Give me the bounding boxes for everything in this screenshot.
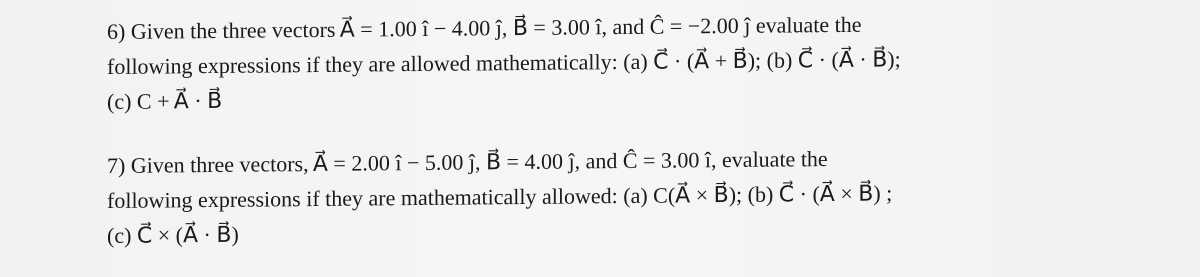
problem-7-line-2: following expressions if they are mathematically allowed: (a) C(A⃗ × B⃗); (b) C⃗ · (A⃗ × B⃗) ; — [107, 180, 893, 213]
problem-7-line-3: (c) C⃗ × (A⃗ · B⃗) — [107, 221, 239, 248]
problem-6-line-3: (c) C + A⃗ · B⃗ — [107, 87, 223, 114]
problem-6 — [107, 4, 1197, 119]
problem-7 — [107, 138, 1197, 253]
problem-7-line-1: 7) Given three vectors, A⃗ = 2.00 î − 5.00 ĵ, B⃗ = 4.00 ĵ, and Ĉ = 3.00 î, evaluate the — [107, 146, 828, 178]
problem-6-line-1: 6) Given the three vectors A⃗ = 1.00 î − 4.00 ĵ, B⃗ = 3.00 î, and Ĉ = −2.00 ĵ evaluate the — [107, 11, 862, 44]
problem-6-line-2: following expressions if they are allowed mathematically: (a) C⃗ · (A⃗ + B⃗); (b) C⃗ · (A⃗ · B⃗); — [107, 46, 901, 79]
